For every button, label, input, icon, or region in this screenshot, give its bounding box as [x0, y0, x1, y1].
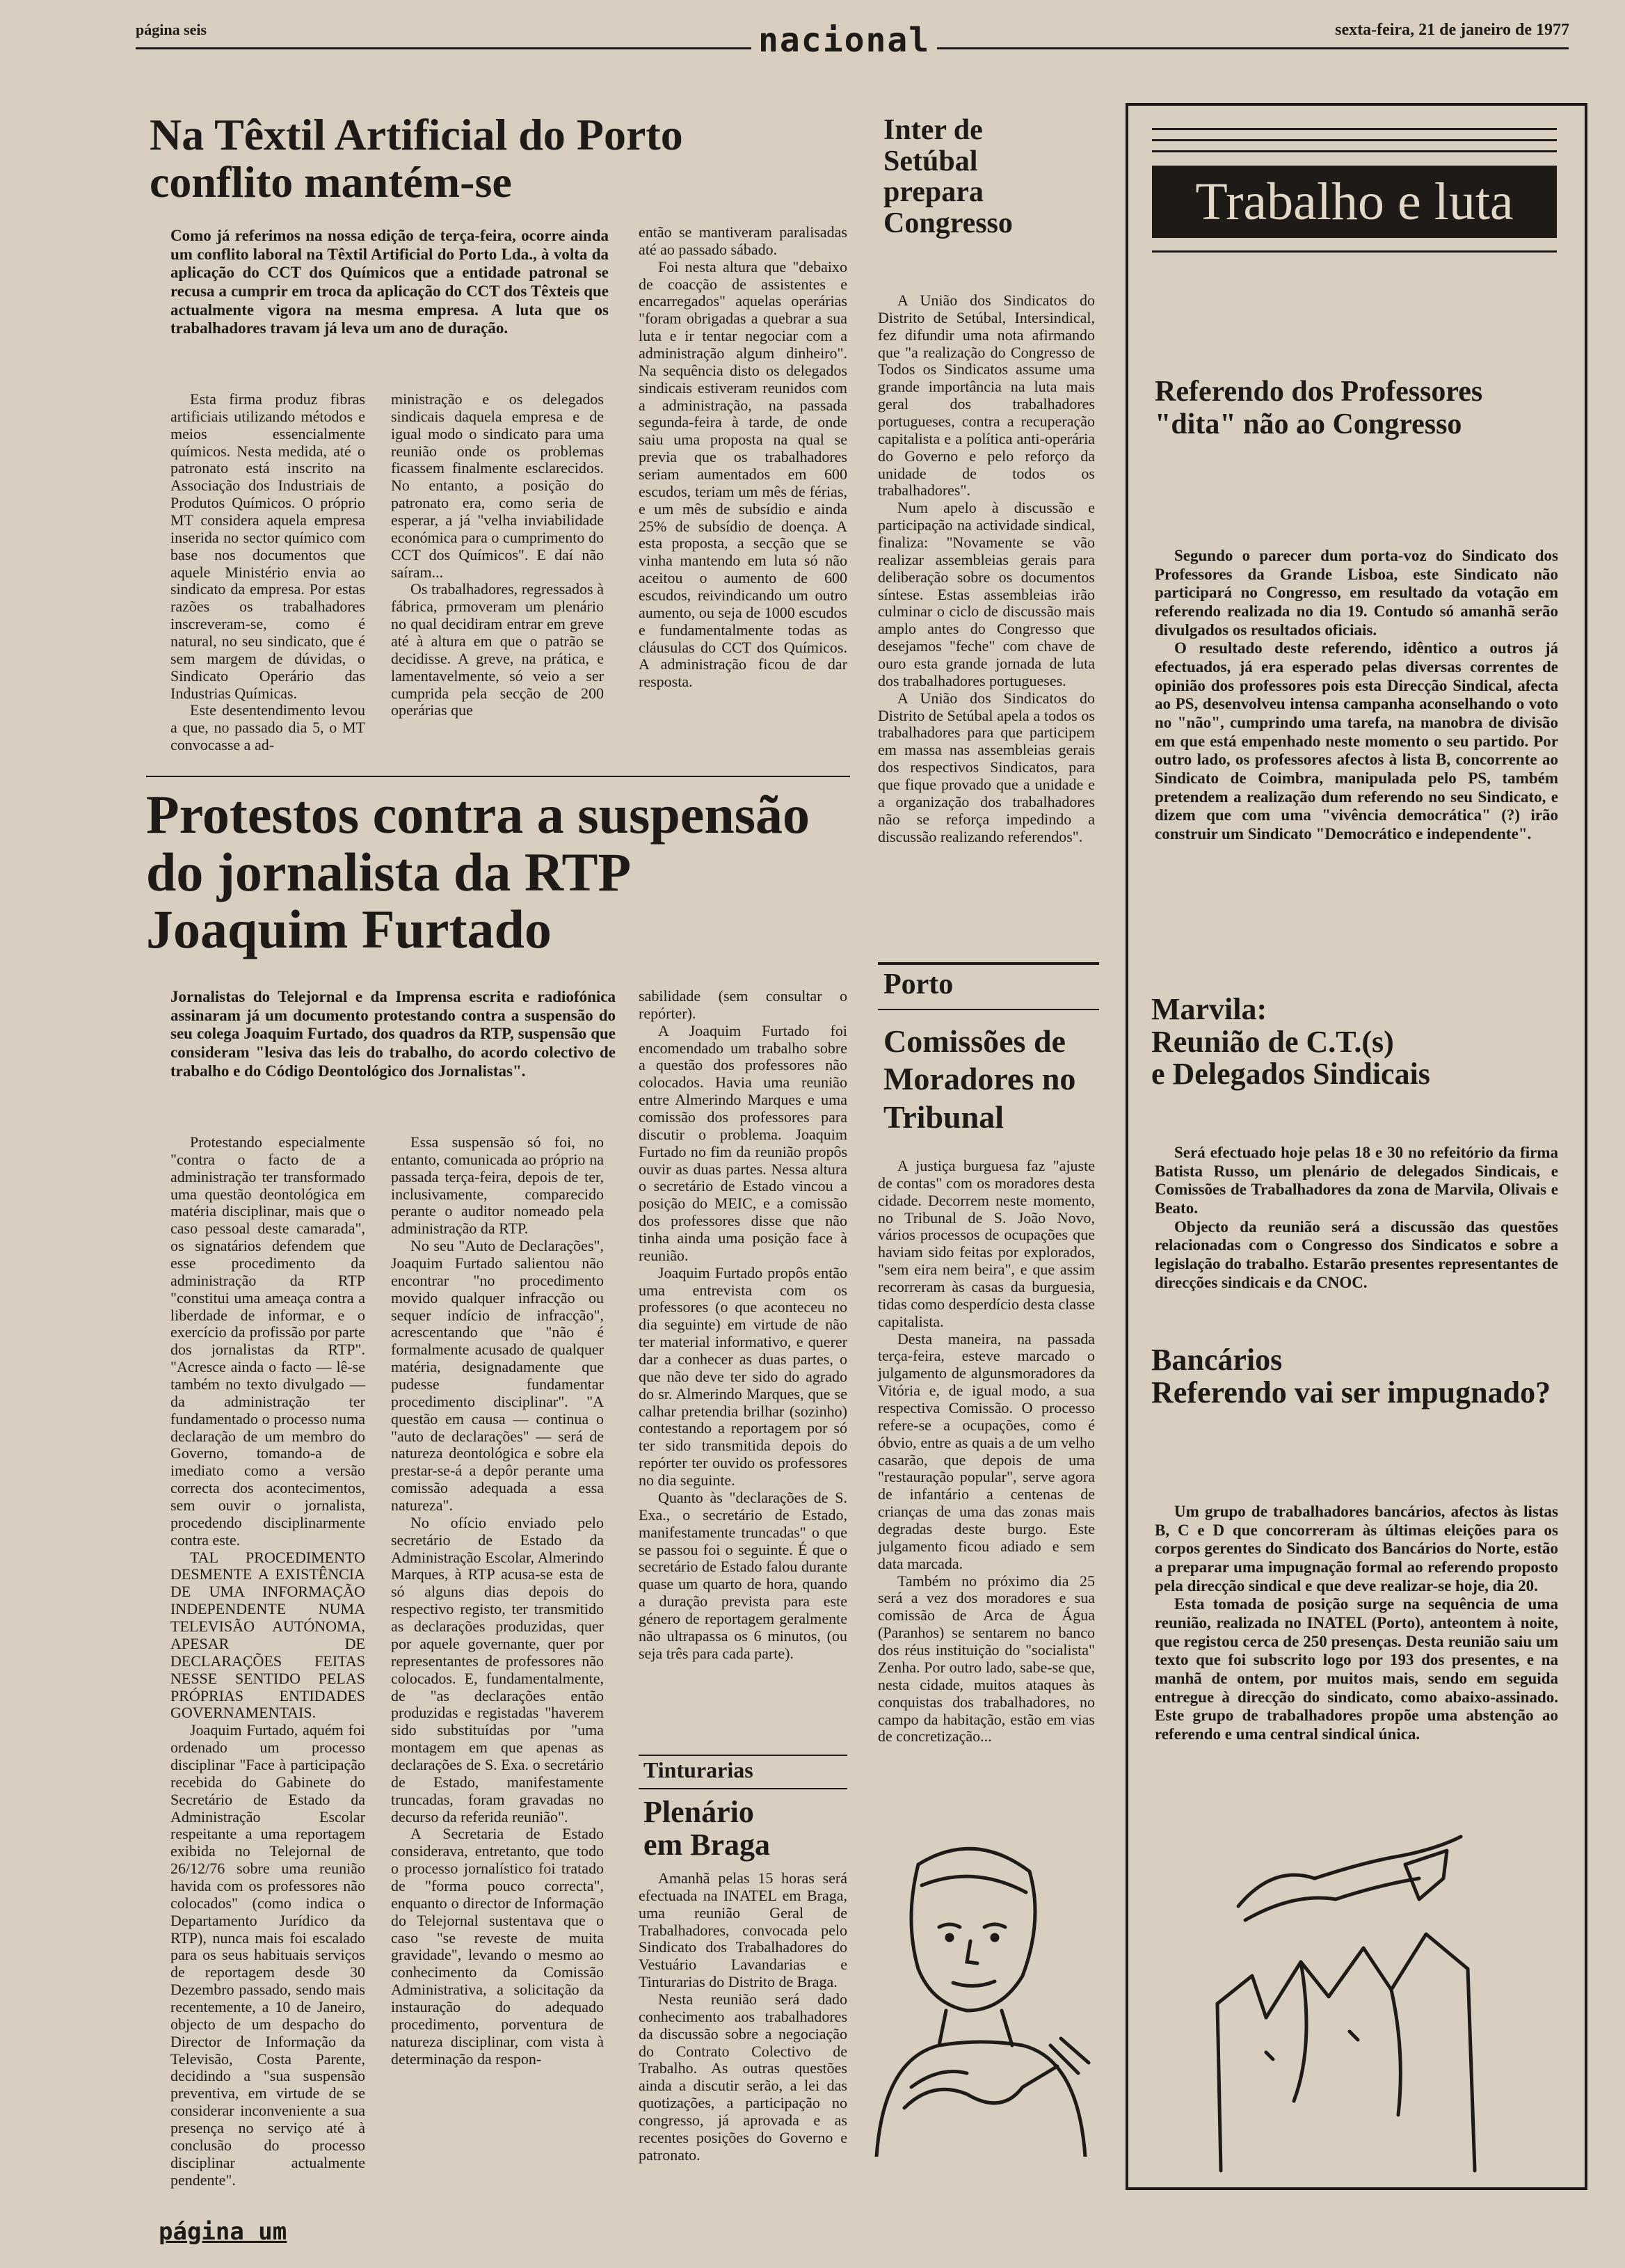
box-rule-1	[1152, 128, 1557, 130]
referendo-body: Segundo o parecer dum porta-voz do Sindicato dos Professores da Grande Lisboa, este Sindicato não participará no Congresso, em resultado da votação em referendo realizada no dia 19. Contudo só amanhã serão divulgados os resultados oficiais. O resultado deste referendo, idêntico a outros já efectuados, já era esperado pelas diversas correntes de opinião dos professores pois esta Direcção Sindical, afecta ao PS, desenvolveu intensa campanha aconselhando o voto no "não", cumprindo uma tarefa, na manobra de divisão em que está empenhado neste momento o seu partido. Por outro lado, os professores afectos à lista B, concorrente ao Sindicato de Coimbra, manipulada pelo PS, também pretendem a realização dum referendo no seu Sindicato, e dizem que com uma "vivência democrática" (?) irão construir um Sindicato "Democrático e independente".	[1155, 547, 1558, 843]
section-divider	[146, 776, 850, 777]
setubal-headline: Inter de Setúbal prepara Congresso	[883, 114, 1013, 239]
rtp-headline: Protestos contra a suspensão do jornalista da RTP Joaquim Furtado	[146, 784, 810, 960]
marvila-body: Será efectuado hoje pelas 18 e 30 no refeitório da firma Batista Russo, um plenário de delegados Sindicais, e Comissões de Trabalhadores da zona de Marvila, Olivais e Beato. Objecto da reunião será a discussão das questões relacionadas com o Congresso dos Sindicatos e sobre a legislação do trabalho. Estarão presentes representantes de direcções sindicais e da CNOC.	[1155, 1144, 1558, 1291]
section-title: nacional	[751, 21, 937, 60]
footer-page-label: página um	[159, 2218, 287, 2246]
tinturarias-rule	[639, 1755, 847, 1756]
textil-lead: Como já referimos na nossa edição de terça-feira, ocorre ainda um conflito laboral na Têxtil Artificial do Porto Lda., à volta da aplicação do CCT dos Químicos que a entidade patronal se recusa a cumprir em troca da aplicação do CCT dos Têxteis que actualmente vigora na mesma empresa. A luta que os trabalhadores travam já leva um ano de duração.	[170, 227, 609, 337]
tinturarias-rule-2	[639, 1788, 847, 1789]
factory-sketch-illustration	[1196, 1823, 1503, 2185]
tinturarias-kicker: Tinturarias	[643, 1757, 753, 1782]
box-rule-4	[1152, 250, 1557, 253]
issue-date: sexta-feira, 21 de janeiro de 1977	[1335, 21, 1569, 39]
bancarios-headline: Bancários Referendo vai ser impugnado?	[1151, 1343, 1551, 1409]
referendo-headline: Referendo dos Professores "dita" não ao Congresso	[1155, 376, 1483, 441]
setubal-body: A União dos Sindicatos do Distrito de Setúbal, Intersindical, fez difundir uma nota afirmando que "a realização do Congresso de Todos os Sindicatos assume uma grande importância na luta mais geral dos trabalhadores portugueses, contra a recuperação capitalista e a política anti-operária do Governo e pelo reforço da unidade de todos os trabalhadores". Num apelo à discussão e participação na actividade sindical, finaliza: "Novamente se vão realizar assembleias gerais para deliberação sobre os documentos síntese. Estas assembleias irão culminar o ciclo de discussão mais amplo antes do Congresso que desejamos "feche" com chave de ouro esta grande jornada de luta dos trabalhadores portugueses. A União dos Sindicatos do Distrito de Setúbal apela a todos os trabalhadores para que participem em massa nas assembleias gerais dos respectivos Sindicatos, para que fique provado que a unidade e a organização dos trabalhadores não se reforça impedindo a discussão realizando referendos".	[878, 292, 1095, 845]
box-rule-3	[1152, 150, 1557, 152]
porto-rule-2	[878, 1009, 1099, 1010]
textil-column-3: então se mantiveram paralisadas até ao passado sábado. Foi nesta altura que "debaixo de coacção de assistentes e encarregados" aquelas operárias "foram obrigadas a quebrar a sua luta e ir tentar negociar com a administração algum dinheiro". Na sequência disto os delegados sindicais estiveram reunidos com a administração, na passada segunda-feira à tarde, de onde saiu uma proposta na qual se previa que os trabalhadores seriam aumentados em 600 escudos, teriam um mês de férias, e um mês de subsídio e ainda 25% de subsídio de doença. A esta proposta, a secção que se vinha mantendo em luta só não aceitou o aumento de 600 escudos, reivindicando um outro aumento, ou seja de 1000 escudos e fundamentalmente todas as cláusulas do CCT dos Químicos. A administração ficou de dar resposta.	[639, 223, 847, 691]
porto-body: A justiça burguesa faz "ajuste de contas" com os moradores desta cidade. Decorrem neste momento, no Tribunal de S. João Novo, vários processos de ocupações que haviam sido feitas por explorados, "sem eira nem beira", e que assim recorreram às casas da burguesia, tidas como desperdício desta classe capitalista. Desta maneira, na passada terça-feira, esteve marcado o julgamento de algunsmoradores da Vitória e, de igual modo, a sua respectiva Comissão. O processo refere-se a ocupações, como é óbvio, entre as quais a de um velho casarão, que depois de uma "restauração popular", serve agora de infantário a centenas de crianças de uma das zonas mais degradas deste burgo. Este julgamento ficou adiado e sem data marcada. Também no próximo dia 25 será a vez dos moradores e sua comissão de Arca de Água (Paranhos) se sentarem no banco dos réus instituição do "socialista" Zenha. Por outro lado, sabe-se que, nesta cidade, muitos ataques às conquistas dos trabalhadores, no campo da habitação, estão em vias de concretização...	[878, 1157, 1095, 1746]
porto-headline: Comissões de Moradores no Tribunal	[883, 1023, 1076, 1135]
page-label: página seis	[136, 21, 207, 38]
textil-column-1: Esta firma produz fibras artificiais utilizando métodos e meios essencialmente químicos. Nesta medida, até o patronato está inscrito na Associação dos Industriais de Produtos Químicos. O próprio MT considera aquela empresa inserida no sector químico com base nos documentos que aquele Ministério envia ao sindicato da empresa. Por estas razões os trabalhadores inscreveram-se, como é natural, no seu sindicato, que é sem margem de dúvidas, o Sindicato Operário das Industrias Químicas. Este desentendimento levou a que, no passado dia 5, o MT convocasse a ad-	[170, 390, 365, 754]
textil-headline: Na Têxtil Artificial do Porto conflito mantém-se	[150, 110, 683, 207]
porto-rule	[878, 962, 1099, 965]
tinturarias-body: Amanhã pelas 15 horas será efectuada na INATEL em Braga, uma reunião Geral de Trabalhadores, convocada pelo Sindicato dos Trabalhadores do Vestuário Lavandarias e Tinturarias do Distrito de Braga. Nesta reunião será dado conhecimento aos trabalhadores da discussão sobre a negociação do Contrato Colectivo de Trabalho. As outras questões ainda a discutir serão, a lei das quotizações, a participação no congresso, já aprovada e as recentes posições do Governo e patronato.	[639, 1869, 847, 2164]
worker-illustration	[863, 1837, 1099, 2157]
porto-kicker: Porto	[883, 968, 954, 1000]
box-rule-2	[1152, 139, 1557, 141]
rtp-column-2: Essa suspensão só foi, no entanto, comunicada ao próprio na passada terça-feira, depois de ter, inclusivamente, comparecido perante o auditor nomeado pela administração da RTP. No seu "Auto de Declarações", Joaquim Furtado salientou não encontrar "no procedimento movido qualquer infracção ou sequer indício de infracção", acrescentando que "não é formalmente acusado de qualquer matéria, designadamente que pudesse fundamentar procedimento disciplinar". "A questão em causa — continua o "auto de declarações" — será de natureza deontológica e sobre ela prestar-se-á a depôr perante uma comissão adequada a essa natureza". No ofício enviado pelo secretário de Estado da Administração Escolar, Almerindo Marques, à RTP acusa-se esta de só alguns dias depois do respectivo registo, ter transmitido as declarações produzidas, quer por aquele governante, quer por representantes de professores não colocados. E, fundamentalmente, de "as declarações então produzidas e registadas "haverem sido substituídas por "uma montagem em que apenas as declarações de S. Exa. o secretário de Estado, manifestamente truncadas, foram gravadas no decurso da referida reunião". A Secretaria de Estado considerava, entretanto, que todo o processo jornalístico foi tratado de "forma pouco correcta", enquanto o director de Informação do Telejornal sustentava que o caso "se reveste de muita gravidade", levando o mesmo ao conhecimento da Comissão Administrativa, a solicitação da instauração do adequado procedimento, porventura de natureza disciplinar, com vista à determinação da respon-	[391, 1133, 604, 2068]
rtp-column-3: sabilidade (sem consultar o repórter). A Joaquim Furtado foi encomendado um trabalho sobre a questão dos professores não colocados. Havia uma reunião entre Almerindo Marques e uma comissão dos professores para discutir o problema. Joaquim Furtado no fim da reunião propôs ouvir as duas partes. Nessa altura o secretário de Estado vincou a posição do MEIC, e a comissão dos professores disse que não tinha ainda uma posição face à reunião. Joaquim Furtado propôs então uma entrevista com os professores (o que aconteceu no dia seguinte) em virtude de não ter material informativo, e querer dar a conhecer as duas partes, o que não deve ter sido do agrado do sr. Almerindo Marques, que se calhar pretendia brilhar (sozinho) contestando a reportagem por só ter sido transmitida depois do repórter ter ouvido os professores no dia seguinte. Quanto às "declarações de S. Exa., o secretário de Estado, manifestamente truncadas" o que se passou foi o seguinte. É que o secretário de Estado falou durante quase um quarto de hora, quando a duração prevista para este género de reportagem geralmente não ultrapassa os 6 minutos, (ou seja três para cada parte).	[639, 987, 847, 1662]
rtp-column-1: Protestando especialmente "contra o facto de a administração ter transformado uma questão deontológica em matéria disciplinar, mais que o caso pessoal deste camarada", os signatários defendem que esse procedimento da administração da RTP "constitui uma ameaça contra a liberdade de informar, e o exercício da profissão por parte dos jornalistas da RTP". "Acresce ainda o facto — lê-se também no texto divulgado — da administração ter fundamentado o processo numa declaração de um membro do Governo, tomando-a de imediato como a versão correcta dos acontecimentos, sem ouvir o jornalista, procedendo disciplinarmente contra este. TAL PROCEDIMENTO DESMENTE A EXISTÊNCIA DE UMA INFORMAÇÃO INDEPENDENTE NUMA TELEVISÃO AUTÓNOMA, APESAR DE DECLARAÇÕES FEITAS NESSE SENTIDO PELAS PRÓPRIAS ENTIDADES GOVERNAMENTAIS. Joaquim Furtado, aquém foi ordenado um processo disciplinar "Face à participação recebida do Gabinete do Secretário de Estado da Administração Escolar respeitante a uma reportagem exibida no Telejornal de 26/12/76 sobre uma reunião havida com os professores não colocados" (como indica o Departamento Jurídico da RTP), nunca mais foi escalado para os seus habituais serviços de reportagem desde 30 Dezembro passado, sendo mais recentemente, a 10 de Janeiro, objecto de um despacho do Director de Informação da Televisão, Costa Parente, decidindo a "sua suspensão preventiva, em virtude de se considerar inconveniente a sua presença no serviço até à conclusão do processo disciplinar actualmente pendente".	[170, 1133, 365, 2189]
rtp-lead: Jornalistas do Telejornal e da Imprensa escrita e radiofónica assinaram já um documento protestando contra a suspensão do seu colega Joaquim Furtado, dos quadros da RTP, suspensão que consideram "lesiva das leis do trabalho, do acordo colectivo de trabalho e do Código Deontológico dos Jornalistas".	[170, 988, 616, 1080]
textil-column-2: ministração e os delegados sindicais daquela empresa e de igual modo o sindicato para uma reunião onde os problemas ficassem finalmente esclarecidos. No entanto, a posição do patronato era, como seria de esperar, a já "velha inviabilidade económica para o cumprimento do CCT dos Químicos". E daí não saíram... Os trabalhadores, regressados à fábrica, prmoveram um plenário no qual decidiram entrar em greve até à altura em que o patrão se decidisse. A greve, na prática, e lamentavelmente, só veio a ser cumprida pela secção de 200 operárias que	[391, 390, 604, 719]
tinturarias-headline: Plenário em Braga	[643, 1795, 771, 1862]
bancarios-body: Um grupo de trabalhadores bancários, afectos às listas B, C e D que concorreram às últimas eleições para os corpos gerentes do Sindicato dos Bancários do Norte, estão a preparar uma impugnação formal ao referendo proposto pela direcção sindical e que deve realizar-se hoje, dia 20. Esta tomada de posição surge na sequência de uma reunião, realizada no INATEL (Porto), anteontem à noite, que registou cerca de 250 presenças. Desta reunião saiu um texto que foi subscrito logo por 193 dos presentes, e na manhã de ontem, por muitos mais, sendo em seguida entregue à direcção do sindicato, como abaixo-assinado. Este grupo de trabalhadores propõe uma abstenção ao referendo e uma central sindical única.	[1155, 1503, 1558, 1743]
trabalho-e-luta-banner: Trabalho e luta	[1152, 166, 1557, 238]
marvila-headline: Marvila: Reunião de C.T.(s) e Delegados Sindicais	[1151, 992, 1430, 1092]
